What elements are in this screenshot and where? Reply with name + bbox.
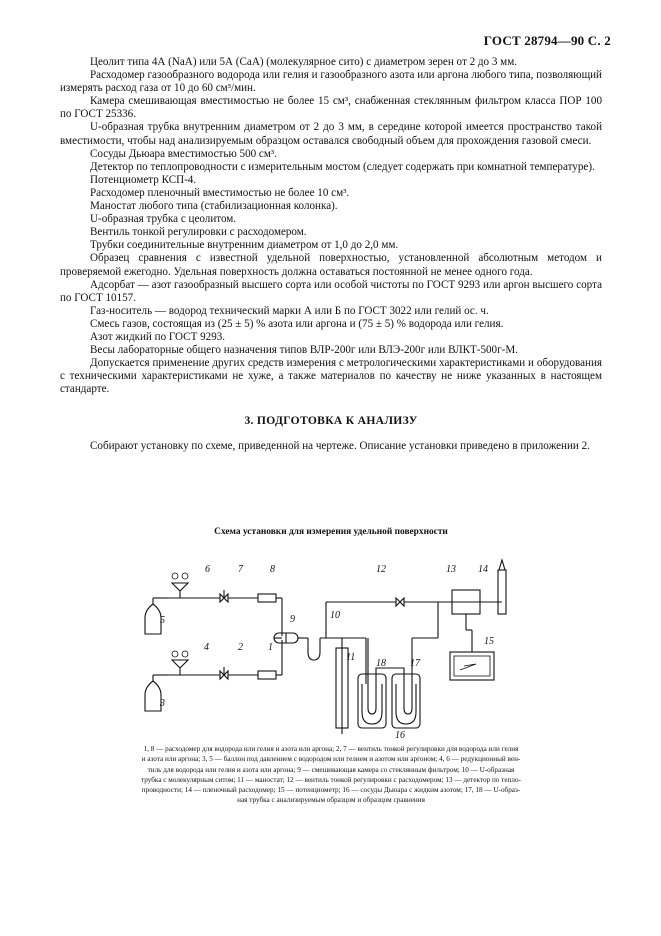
label-5: 5 (160, 615, 165, 626)
paragraph: Адсорбат — азот газообразный высшего сорта или особой чистоты по ГОСТ 9293 или аргон высшего сорта по ГОСТ 10157. (60, 278, 602, 304)
caption-line: 1, 8 — расходомер для водорода или гелия и азота или аргона; 2, 7 — вентиль тонкой регулировки для водорода или гелия (143, 745, 519, 753)
label-14: 14 (478, 564, 488, 575)
figure-caption (60, 744, 602, 806)
paragraph: Газ-носитель — водород технический марки А или Б по ГОСТ 3022 или гелий ос. ч. (90, 304, 489, 317)
paragraph: U-образная трубка с цеолитом. (90, 213, 237, 226)
label-2: 2 (238, 642, 243, 653)
paragraph: Весы лабораторные общего назначения типов ВЛР-200г или ВЛЭ-200г или ВЛКТ-500г-М. (90, 344, 518, 357)
paragraph: Цеолит типа 4А (NaA) или 5А (СаА) (молекулярное сито) с диаметром зерен от 2 до 3 мм. (90, 56, 517, 68)
paragraph: Образец сравнения с известной удельной поверхностью, установленной абсолютным методом и проверяемой ежегодно. Удельная поверхность должна оставаться постоянной не менее одного года. (60, 252, 602, 278)
caption-line: и азота или аргона; 3, 5 — баллон под давлением с водородом или гелием и азотом или аргоном; 4, 6 — редукционный вен- (141, 755, 521, 764)
label-11: 11 (346, 652, 356, 663)
figure-title: Схема установки для измерения удельной поверхности (214, 527, 448, 537)
label-4: 4 (204, 642, 209, 653)
label-7: 7 (238, 564, 243, 575)
caption-line: тиль для водорода или гелия и азота или аргона; 9 — смешивающая камера со стеклянным фильтром; 10 — U-образная (147, 765, 515, 774)
label-16: 16 (395, 730, 405, 741)
label-15: 15 (484, 636, 494, 647)
label-18: 18 (376, 658, 386, 669)
paragraph: Камера смешивающая вместимостью не более 15 см³, снабженная стеклянным фильтром класса ПОР 100 по ГОСТ 25336. (60, 95, 602, 121)
paragraph: Детектор по теплопроводности с измерительным мостом (следует содержать при комнатной температуре). (90, 160, 595, 173)
document-body (60, 56, 602, 453)
paragraph: Сосуды Дьюара вместимостью 500 см³. (90, 147, 277, 160)
paragraph: Смесь газов, состоящая из (25 ± 5) % азота или аргона и (75 ± 5) % водорода или гелия. (90, 317, 504, 330)
label-12: 12 (376, 564, 386, 575)
label-3: 3 (160, 698, 165, 709)
paragraph: Допускается применение других средств измерения с метрологическими характеристиками и оборудования с техническими характеристиками не хуже, а также материалов по качеству не ниже указанных в настоящем стандарте. (60, 357, 602, 396)
paragraph: Трубки соединительные внутренним диаметром от 1,0 до 2,0 мм. (90, 239, 399, 252)
section-paragraph: Собирают установку по схеме, приведенной на чертеже. Описание установки приведено в приложении 2. (90, 439, 590, 452)
label-1: 1 (268, 642, 273, 653)
page-header: ГОСТ 28794—90 С. 2 (483, 33, 611, 48)
label-9: 9 (290, 614, 295, 625)
label-13: 13 (446, 564, 456, 575)
dewar-vessels-16 (342, 602, 438, 728)
label-6: 6 (205, 564, 210, 575)
caption-line: ная трубка с анализируемым образцом и образцом сравнения (237, 796, 425, 805)
paragraph: Вентиль тонкой регулировки с расходомером. (90, 226, 307, 239)
caption-line: трубка с молекулярным ситом; 11 — маностат; 12 — вентиль тонкой регулировки с расходомером; 13 — детектор по тепло- (141, 775, 521, 784)
caption-line: проводности; 14 — пленочный расходомер; 15 — потенциометр; 16 — сосуды Дьюара с жидким азотом; 17, 18 — U-образ- (141, 786, 521, 795)
fine-valve-2 (220, 667, 258, 679)
paragraph: Расходомер газообразного водорода или гелия и газообразного азота или аргона любого типа, позволяющий измерять расход газа от 10 до 60 см³/мин. (60, 69, 602, 95)
fine-valve-7 (220, 590, 258, 602)
paragraph: Расходомер пленочный вместимостью не более 10 см³. (90, 186, 350, 199)
installation-diagram (120, 556, 540, 741)
flowmeter-8 (258, 594, 282, 636)
paragraph: Маностат любого типа (стабилизационная колонка). (90, 200, 338, 213)
label-10: 10 (330, 610, 340, 621)
mixing-chamber-9 (274, 633, 308, 643)
label-17: 17 (410, 658, 420, 669)
reducing-valve-4 (168, 651, 220, 675)
label-8: 8 (270, 564, 275, 575)
reducing-valve-6 (168, 573, 220, 598)
paragraph: Азот жидкий по ГОСТ 9293. (90, 330, 226, 343)
paragraph: Потенциометр КСП-4. (90, 173, 197, 186)
section-title: 3. ПОДГОТОВКА К АНАЛИЗУ (244, 414, 418, 428)
paragraph: U-образная трубка внутренним диаметром от 2 до 3 мм, в середине которой имеется пространство такой вместимости, чтобы над анализируемым образцом оставался свободный объем для прохождения газовой смеси. (60, 121, 602, 147)
fine-valve-12 (326, 598, 452, 606)
detector-13 (452, 590, 480, 630)
